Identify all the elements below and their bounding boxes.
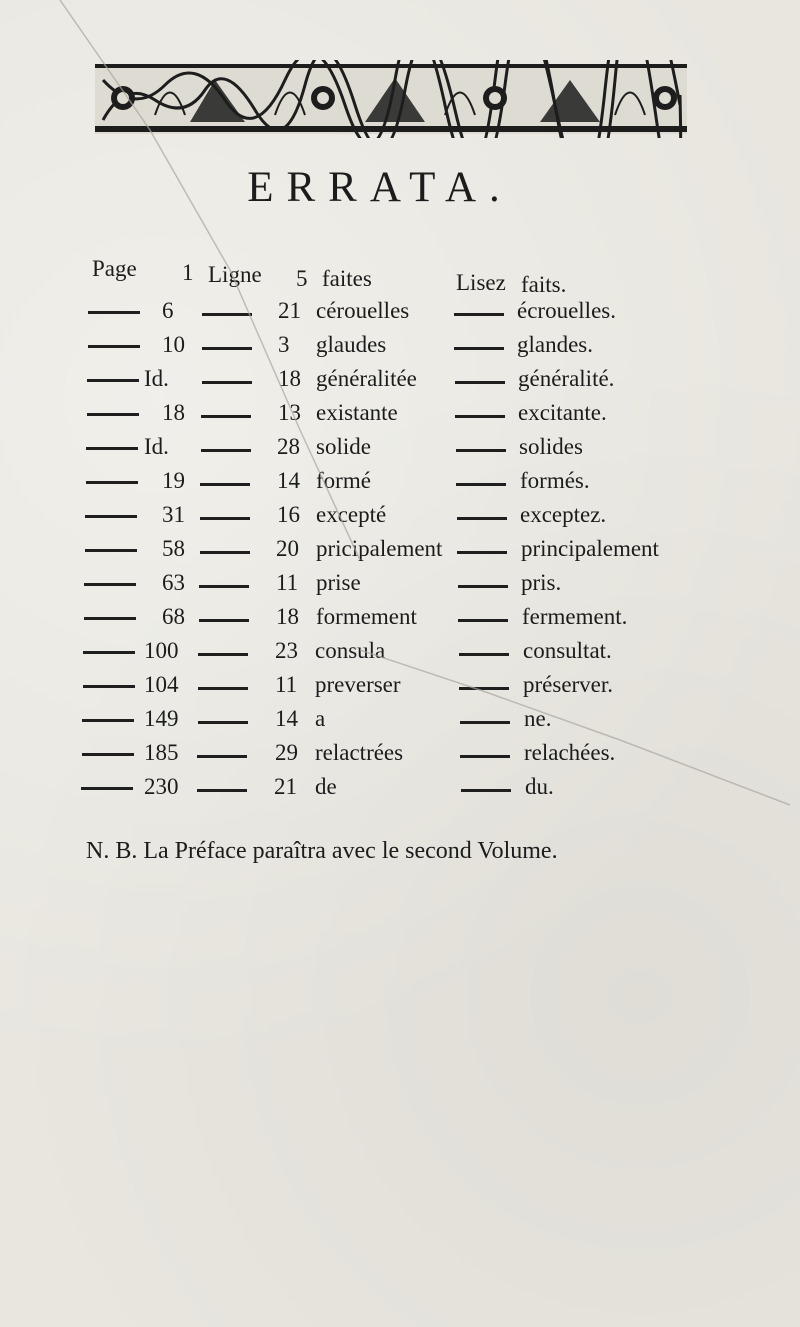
leader-dash [200,517,250,520]
leader-dash [459,653,509,656]
wrong-text: formé [316,468,371,493]
page-ref: 31 [162,502,185,527]
leader-dash [84,583,136,586]
line-ref: 11 [276,570,299,595]
ligne-heading: Ligne [208,262,262,287]
wrong-text: cérouelles [316,298,410,323]
leader-dash [85,515,137,518]
page-ref: 63 [162,570,185,595]
page-ref: 230 [144,774,179,799]
wrong-text: formement [316,604,417,629]
correct-text: glandes. [517,332,594,357]
correct-text: pris. [521,570,562,595]
page-title: ERRATA. [247,164,513,211]
line-ref: 20 [276,536,299,561]
correct-text: principalement [521,536,659,561]
leader-dash [199,619,249,622]
page-ref: 100 [144,638,179,663]
page-ref: 104 [144,672,179,697]
correct-text: relachées. [524,740,616,765]
correct-text: exceptez. [520,502,607,527]
wrong-text: solide [316,434,371,459]
leader-dash [458,619,508,622]
leader-dash [81,787,133,790]
leader-dash [455,415,505,418]
line-ref: 18 [276,604,299,629]
leader-dash [200,483,250,486]
leader-dash [85,549,137,552]
leader-dash [86,447,138,450]
leader-dash [456,483,506,486]
wrong-text: glaudes [316,332,387,357]
wrong-text: excepté [316,502,387,527]
leader-dash [199,585,249,588]
line-ref: 13 [278,400,301,425]
wrong-text: existante [316,400,398,425]
leader-dash [460,721,510,724]
leader-dash [87,379,139,382]
line-ref: 14 [277,468,300,493]
leader-dash [82,753,134,756]
line-ref: 28 [277,434,300,459]
correct-text: du. [525,774,554,799]
page-ref: 19 [162,468,185,493]
page-ref: Id. [144,434,169,459]
leader-dash [456,449,506,452]
correct-text: préserver. [523,672,614,697]
wrong-text: consula [315,638,386,663]
line-ref: 23 [275,638,298,663]
leader-dash [202,313,252,316]
leader-dash [82,719,134,722]
line-ref: 21 [274,774,297,799]
wrong-text: a [315,706,326,731]
correct-text: ne. [524,706,552,731]
leader-dash [88,311,140,314]
leader-dash [87,413,139,416]
leader-dash [457,517,507,520]
line-number: 5 [296,266,308,291]
leader-dash [454,347,504,350]
leader-dash [461,789,511,792]
correct-text: fermement. [522,604,628,629]
leader-dash [197,755,247,758]
leader-dash [88,345,140,348]
wrong-text: de [315,774,337,799]
wrong-text: preverser [315,672,401,697]
leader-dash [197,789,247,792]
leader-dash [84,617,136,620]
line-ref: 3 [278,332,290,357]
page-ref: 68 [162,604,185,629]
page-ref: 185 [144,740,179,765]
correct-text: excitante. [518,400,607,425]
leader-dash [198,721,248,724]
page-number: 1 [182,260,194,285]
wrong-word: faites [322,266,372,291]
leader-dash [200,551,250,554]
line-ref: 11 [275,672,298,697]
leader-dash [198,687,248,690]
leader-dash [460,755,510,758]
page-ref: 18 [162,400,185,425]
leader-dash [201,449,251,452]
leader-dash [83,685,135,688]
page-ref: 58 [162,536,185,561]
correct-text: généralité. [518,366,615,391]
correct-text: écrouelles. [517,298,616,323]
leader-dash [83,651,135,654]
wrong-text: pricipalement [316,536,443,561]
leader-dash [455,381,505,384]
page-heading: Page [92,256,137,281]
leader-dash [458,585,508,588]
line-ref: 18 [278,366,301,391]
leader-dash [86,481,138,484]
page-ref: Id. [144,366,169,391]
page-ref: 10 [162,332,185,357]
correct-text: solides [519,434,583,459]
lisez-heading: Lisez [456,270,506,295]
correct-text: formés. [520,468,590,493]
leader-dash [201,415,251,418]
leader-dash [454,313,504,316]
wrong-text: relactrées [315,740,404,765]
note-text: N. B. La Préface paraîtra avec le second Volume. [86,838,558,864]
correct-word: faits. [521,272,567,297]
ornamental-headpiece [95,60,687,138]
page-ref: 6 [162,298,174,323]
leader-dash [198,653,248,656]
leader-dash [457,551,507,554]
wrong-text: prise [316,570,361,595]
leader-dash [459,687,509,690]
leader-dash [202,381,252,384]
line-ref: 29 [275,740,298,765]
correct-text: consultat. [523,638,612,663]
line-ref: 21 [278,298,301,323]
page-ref: 149 [144,706,179,731]
wrong-text: généralitée [316,366,417,391]
line-ref: 16 [277,502,300,527]
line-ref: 14 [275,706,298,731]
leader-dash [202,347,252,350]
